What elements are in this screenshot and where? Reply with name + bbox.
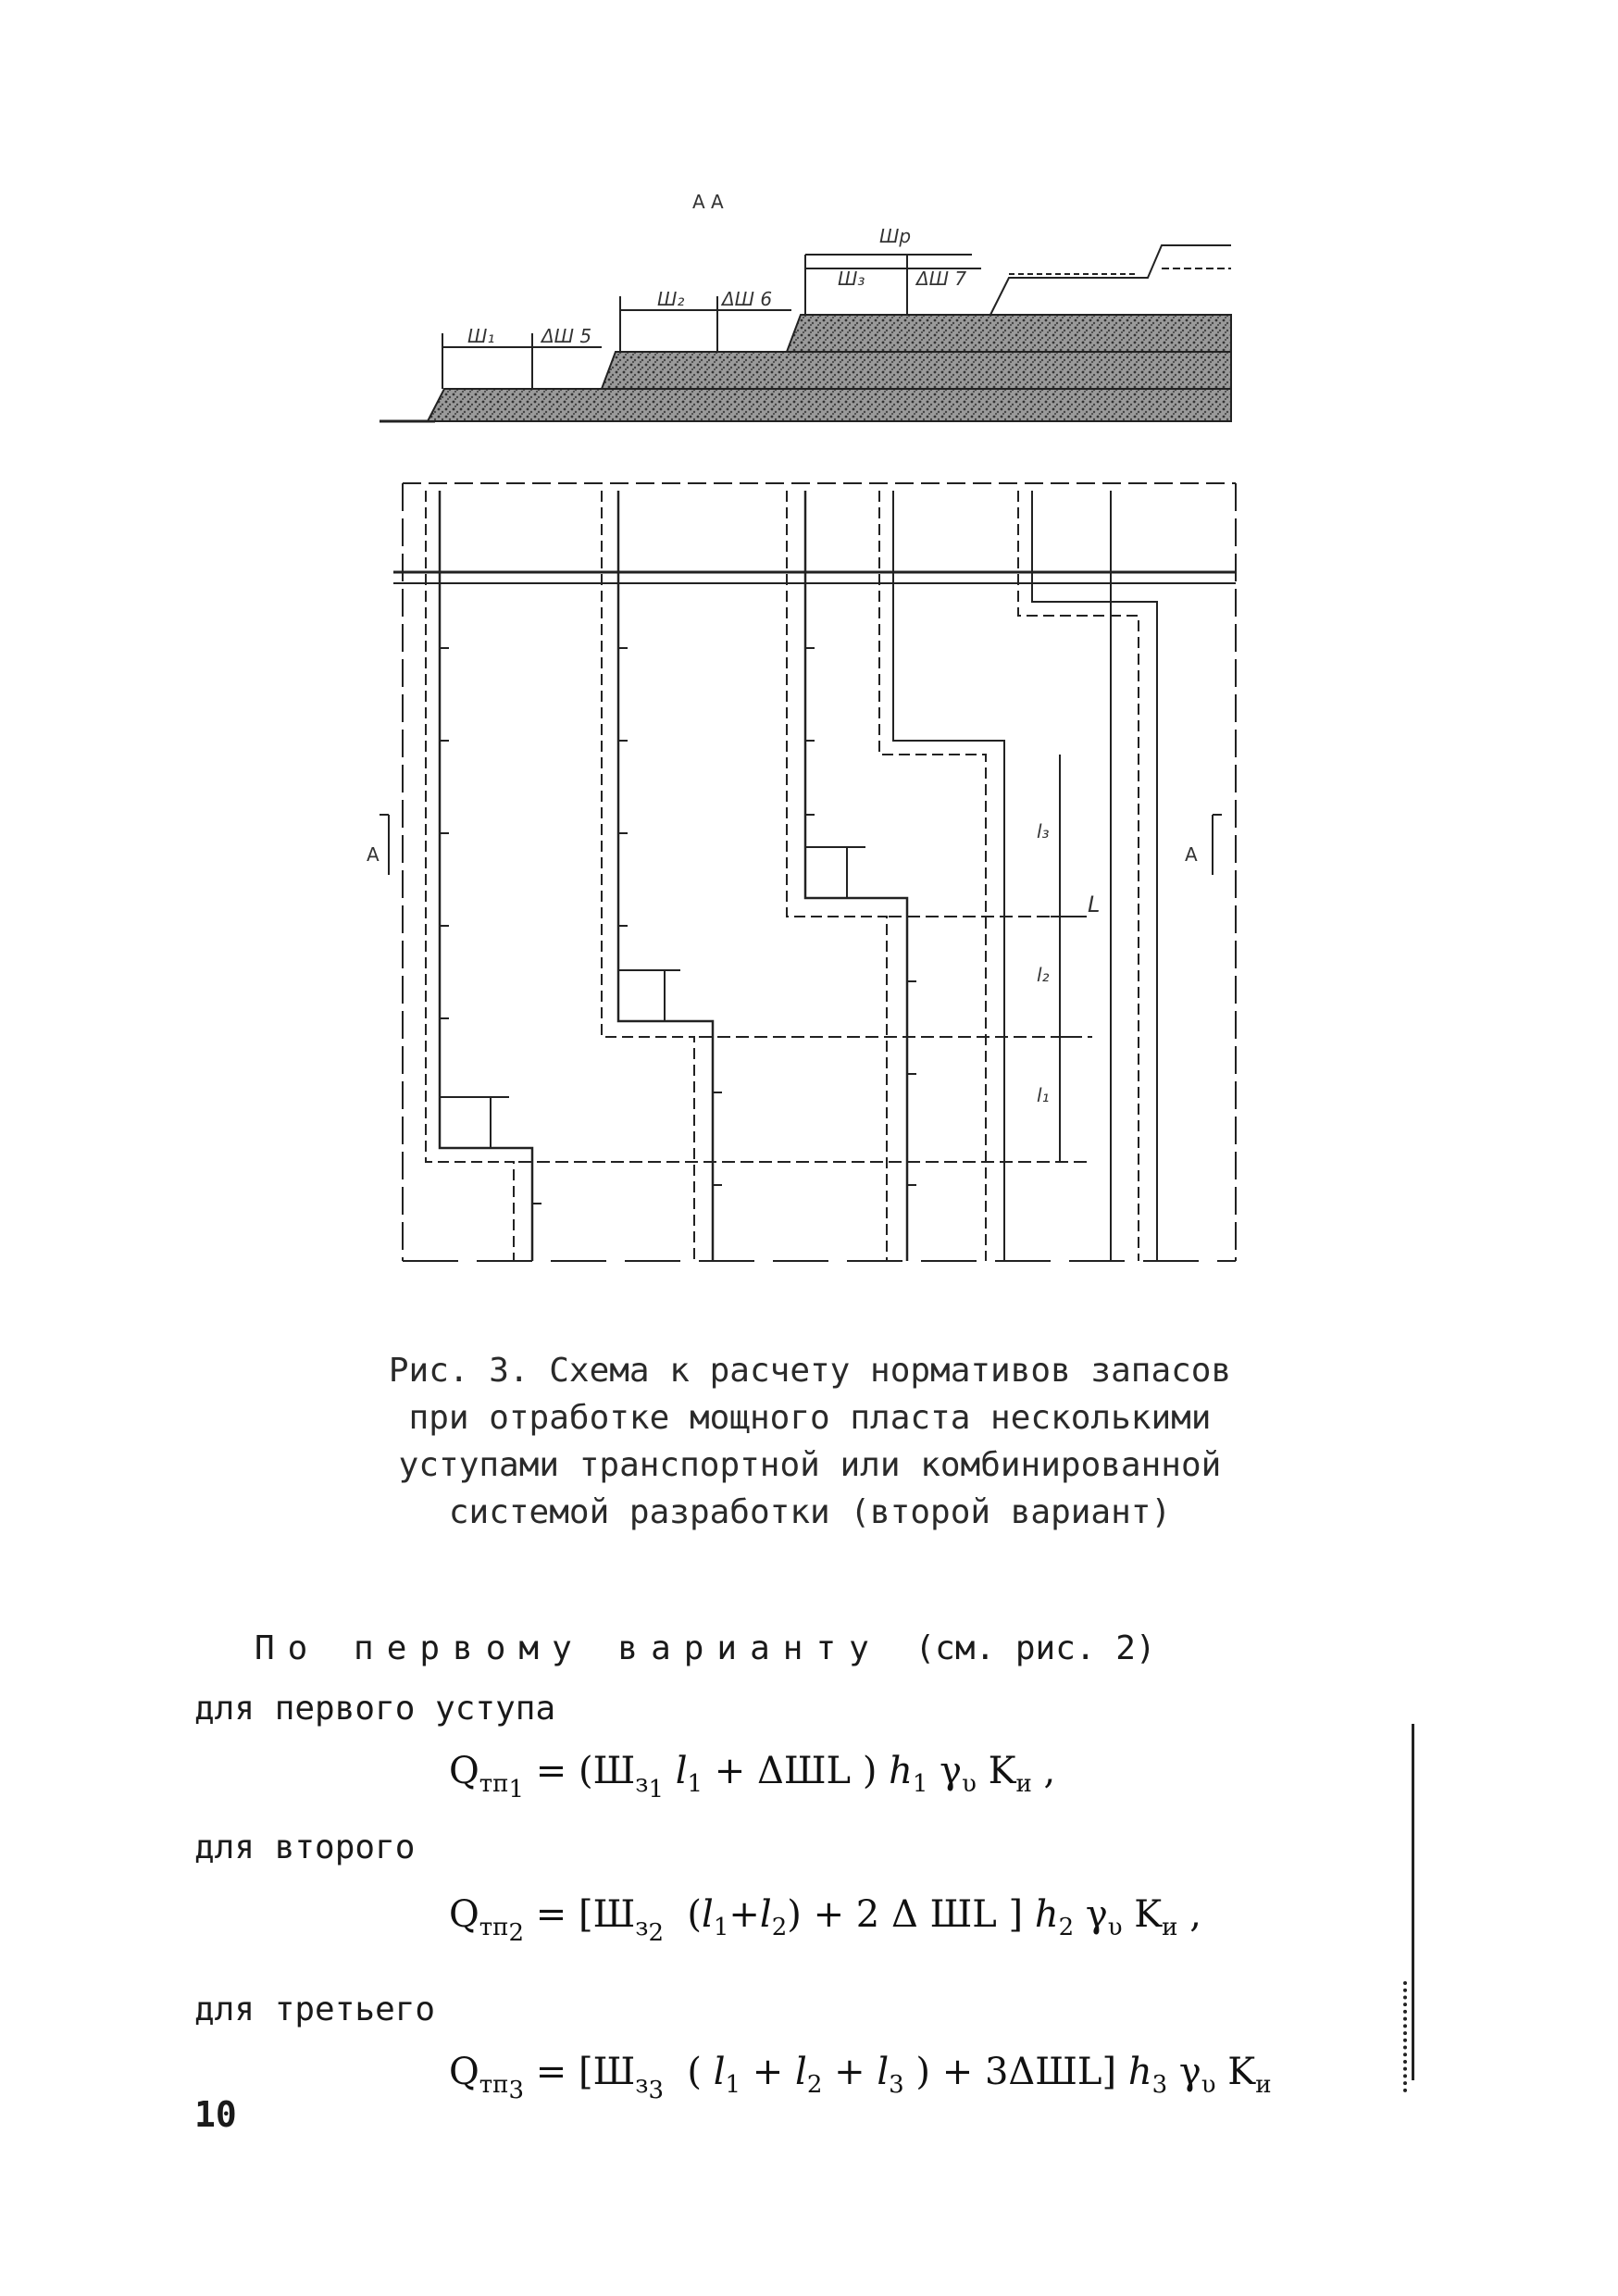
caption-line-4: системой разработки (второй вариант) — [448, 1493, 1172, 1531]
bench-layer-3 — [787, 315, 1231, 352]
dim-label-shr: Шр — [879, 225, 912, 247]
cross-section — [380, 191, 1231, 421]
dim-label-dsh5: ΔШ 5 — [541, 325, 592, 347]
dim-label-l3: l₃ — [1037, 820, 1050, 842]
variant-heading-ref: (см. рис. 2) — [915, 1629, 1156, 1667]
formula-2: $Q_{тп_2} = [Ш_{з_2}$ $(l_1+l_2) + 2$ Δ ШL ] $h_2$ $\gamma_\upsilon$ $K_и$ , — [449, 1893, 1201, 1948]
caption-line-2: при отработке мощного пласта несколькими — [408, 1399, 1212, 1437]
formula-1: $Q_{тп_1} = (Ш_{з_1}$ $l_1 + \Delta ШL$ ) $h_1$ $\gamma_\upsilon$ $K_и$ , — [449, 1750, 1056, 1804]
dim-label-sh2: Ш₂ — [657, 288, 685, 310]
dim-label-sh1: Ш₁ — [467, 325, 495, 347]
formula-3: $Q_{тп_3} = [Ш_{з_3}$ ( $l_1 + l_2 + l_3$ ) + 3ΔШL] $h_3$ $\gamma_\upsilon$ $K_и$ — [449, 2051, 1272, 2105]
figure-caption — [324, 1347, 1296, 1536]
dim-label-L: L — [1088, 892, 1101, 917]
dim-label-dsh6: ΔШ 6 — [722, 288, 773, 310]
label-third-step: для третьего — [194, 1990, 436, 2028]
dim-label-l2: l₂ — [1037, 964, 1050, 986]
section-label: А А — [692, 191, 724, 213]
dim-label-sh3: Ш₃ — [838, 268, 865, 290]
section-marker-a-right: А — [1185, 843, 1198, 866]
dim-label-dsh7: ΔШ 7 — [916, 268, 967, 290]
variant-heading — [255, 1629, 1156, 1667]
variant-heading-spaced: По первому варианту — [255, 1629, 882, 1667]
plan-view — [367, 483, 1236, 1261]
caption-line-3: уступами транспортной или комбинированной — [398, 1446, 1222, 1484]
step-3-outline — [787, 491, 887, 1261]
label-second-step: для второго — [194, 1828, 416, 1866]
step-2-outline — [602, 491, 694, 1261]
bench-layer-1 — [428, 389, 1231, 421]
label-first-step: для первого уступа — [194, 1690, 556, 1728]
section-marker-a-left: А — [367, 843, 380, 866]
bench-layer-2 — [602, 352, 1231, 389]
formula-brace-dots — [1398, 1981, 1407, 2092]
page-number: 10 — [194, 2094, 237, 2135]
caption-line-1: Рис. 3. Схема к расчету нормативов запасов — [388, 1352, 1232, 1390]
dim-label-l1: l₁ — [1037, 1084, 1050, 1106]
